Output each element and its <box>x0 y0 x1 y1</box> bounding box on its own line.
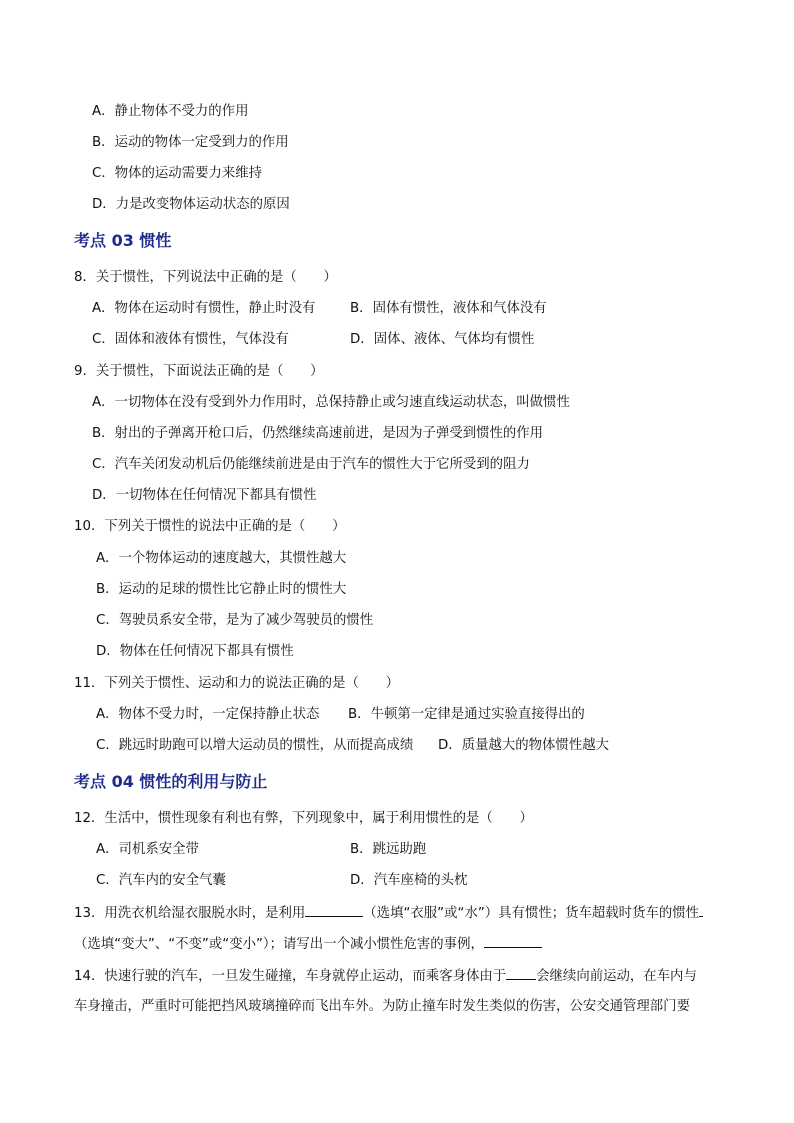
q13-blank-2[interactable] <box>699 904 703 917</box>
q10-stem: 10．下列关于惯性的说法中正确的是（ ） <box>74 519 346 534</box>
q11-option-a: A．物体不受力时，一定保持静止状态 <box>96 707 320 722</box>
q9-option-c: C．汽车关闭发动机后仍能继续前进是由于汽车的惯性大于它所受到的阻力 <box>92 457 530 472</box>
q12-option-c: C．汽车内的安全气囊 <box>96 873 226 888</box>
q10-option-b: B．运动的足球的惯性比它静止时的惯性大 <box>96 582 347 597</box>
q14-line1 <box>74 967 697 986</box>
section-heading-03: 考点 03 惯性 <box>74 231 172 250</box>
q14-text-1: 14．快速行驶的汽车，一旦发生碰撞，车身就停止运动，而乘客身体由于 <box>74 969 507 984</box>
q12-option-b: B．跳远助跑 <box>350 842 427 857</box>
q13-blank-1[interactable] <box>305 904 363 917</box>
q12-option-d: D．汽车座椅的头枕 <box>350 873 468 888</box>
q12-stem: 12．生活中，惯性现象有利也有弊，下列现象中，属于利用惯性的是（ ） <box>74 811 533 826</box>
q13-text-2: （选填“衣服”或“水”）具有惯性；货车超载时货车的惯性 <box>363 906 700 921</box>
q8-option-a: A．物体在运动时有惯性，静止时没有 <box>92 301 316 316</box>
q14-blank-1[interactable] <box>506 967 536 980</box>
q9-option-b: B．射出的子弹离开枪口后，仍然继续高速前进，是因为子弹受到惯性的作用 <box>92 426 544 441</box>
q7-option-c: C．物体的运动需要力来维持 <box>92 166 263 181</box>
q10-option-a: A．一个物体运动的速度越大，其惯性越大 <box>96 551 347 566</box>
q13-text-1: 13．用洗衣机给湿衣服脱水时，是利用 <box>74 906 306 921</box>
q11-option-d: D．质量越大的物体惯性越大 <box>438 738 609 753</box>
q12-option-a: A．司机系安全带 <box>96 842 199 857</box>
q11-option-c: C．跳远时助跑可以增大运动员的惯性，从而提高成绩 <box>96 738 414 753</box>
q7-option-a: A．静止物体不受力的作用 <box>92 104 249 119</box>
q13-text-3: （选填“变大”、“不变”或“变小”）；请写出一个减小惯性危害的事例， <box>74 937 484 952</box>
q14-line2: 车身撞击，严重时可能把挡风玻璃撞碎而飞出车外。为防止撞车时发生类似的伤害，公安交通管理部门要 <box>74 999 690 1014</box>
q13-line1 <box>74 904 703 923</box>
q9-stem: 9．关于惯性，下面说法正确的是（ ） <box>74 364 324 379</box>
q10-option-c: C．驾驶员系安全带，是为了减少驾驶员的惯性 <box>96 613 374 628</box>
q7-option-d: D．力是改变物体运动状态的原因 <box>92 197 290 212</box>
q8-stem: 8．关于惯性，下列说法中正确的是（ ） <box>74 270 337 285</box>
q13-line2 <box>74 935 542 954</box>
q8-option-d: D．固体、液体、气体均有惯性 <box>350 332 535 347</box>
q9-option-d: D．一切物体在任何情况下都具有惯性 <box>92 488 317 503</box>
q11-stem: 11．下列关于惯性、运动和力的说法正确的是（ ） <box>74 676 400 691</box>
q8-option-c: C．固体和液体有惯性，气体没有 <box>92 332 289 347</box>
q8-option-b: B．固体有惯性，液体和气体没有 <box>350 301 547 316</box>
q11-option-b: B．牛顿第一定律是通过实验直接得出的 <box>348 707 585 722</box>
section-heading-04: 考点 04 惯性的利用与防止 <box>74 772 268 791</box>
q13-blank-3[interactable] <box>484 935 542 948</box>
q14-text-2: 会继续向前运动，在车内与 <box>536 969 697 984</box>
q10-option-d: D．物体在任何情况下都具有惯性 <box>96 644 294 659</box>
q9-option-a: A．一切物体在没有受到外力作用时，总保持静止或匀速直线运动状态，叫做惯性 <box>92 395 570 410</box>
q7-option-b: B．运动的物体一定受到力的作用 <box>92 135 289 150</box>
